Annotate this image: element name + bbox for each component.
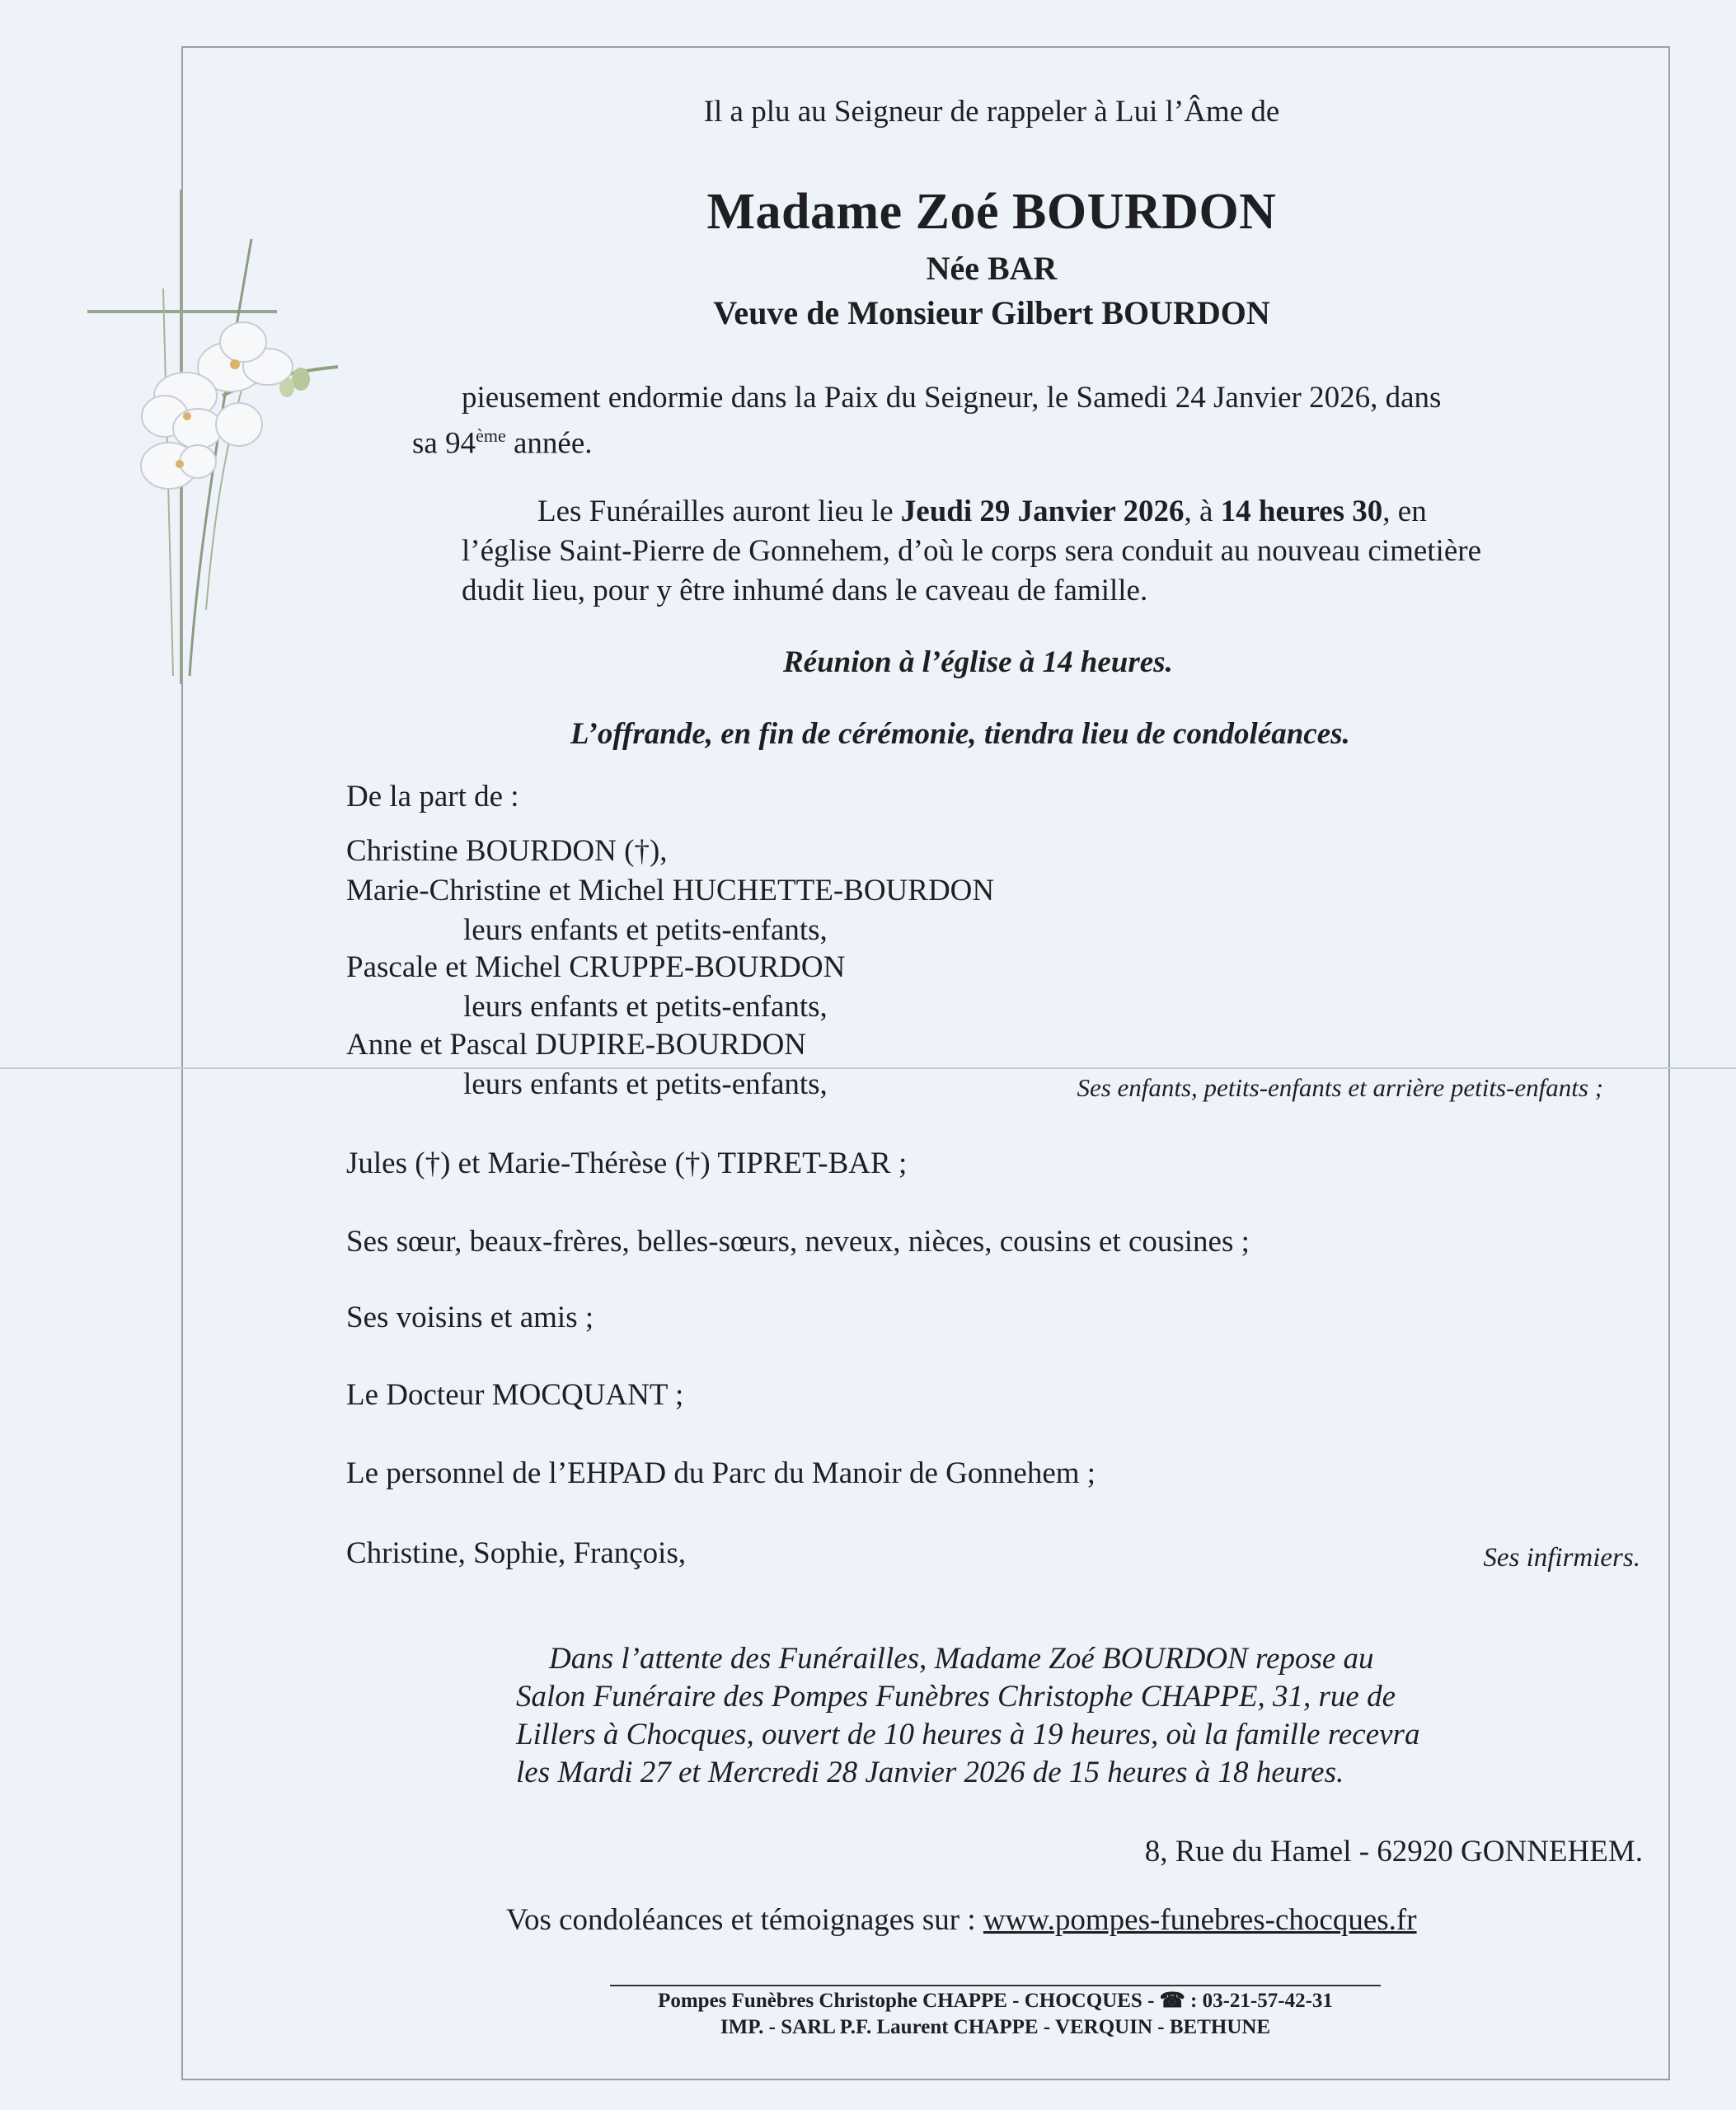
- children-caption: Ses enfants, petits-enfants et arrière petits-enfants ;: [1077, 1073, 1603, 1102]
- nurses-names: Christine, Sophie, François,: [346, 1536, 687, 1570]
- family-line: Le Docteur MOCQUANT ;: [346, 1378, 684, 1412]
- family-line: Le personnel de l’EHPAD du Parc du Manoir de Gonnehem ;: [346, 1456, 1096, 1490]
- birth-name: Née BAR: [926, 250, 1058, 287]
- from-label: De la part de :: [346, 780, 519, 814]
- family-line: Ses sœur, beaux-frères, belles-sœurs, neveux, nièces, cousins et cousines ;: [346, 1225, 1250, 1259]
- reunion-note: Réunion à l’église à 14 heures.: [783, 645, 1173, 679]
- child-line: leurs enfants et petits-enfants,: [463, 1067, 828, 1101]
- nurses-caption: Ses infirmiers.: [1483, 1543, 1640, 1573]
- wake-line: Dans l’attente des Funérailles, Madame Zoé BOURDON repose au: [549, 1642, 1374, 1676]
- deceased-name: Madame Zoé BOURDON: [706, 184, 1277, 240]
- child-line: Anne et Pascal DUPIRE-BOURDON: [346, 1028, 807, 1062]
- child-line: leurs enfants et petits-enfants,: [463, 913, 828, 947]
- cross-orchid-icon: [74, 181, 354, 692]
- death-age-prefix: sa 94: [412, 426, 476, 461]
- funeral-text-c: , à: [1184, 495, 1221, 528]
- child-line: leurs enfants et petits-enfants,: [463, 990, 828, 1024]
- offrande-note: L’offrande, en fin de cérémonie, tiendra lieu de condoléances.: [570, 717, 1350, 751]
- funeral-time: 14 heures 30: [1220, 495, 1383, 528]
- funeral-line-3: dudit lieu, pour y être inhumé dans le caveau de famille.: [462, 574, 1148, 607]
- fold-crease: [0, 1067, 1736, 1069]
- footer-line-2: IMP. - SARL P.F. Laurent CHAPPE - VERQUIN - BETHUNE: [720, 2016, 1271, 2038]
- intro-text: Il a plu au Seigneur de rappeler à Lui l’Âme de: [703, 95, 1280, 129]
- child-line: Christine BOURDON (†),: [346, 834, 668, 868]
- funeral-line-1: [537, 493, 1427, 531]
- funeral-date: Jeudi 29 Janvier 2026: [900, 495, 1185, 528]
- wake-line: les Mardi 27 et Mercredi 28 Janvier 2026 de 15 heures à 18 heures.: [516, 1756, 1344, 1789]
- death-age-suffix: année.: [505, 426, 593, 461]
- condolences-link[interactable]: www.pompes-funebres-chocques.fr: [983, 1903, 1417, 1937]
- widow-of: Veuve de Monsieur Gilbert BOURDON: [713, 294, 1270, 331]
- condolences-line: [506, 1901, 1417, 1939]
- child-line: Marie-Christine et Michel HUCHETTE-BOURDON: [346, 874, 995, 907]
- address: 8, Rue du Hamel - 62920 GONNEHEM.: [1144, 1835, 1643, 1869]
- family-line: Jules (†) et Marie-Thérèse (†) TIPRET-BAR ;: [346, 1146, 908, 1180]
- death-age-sup: ème: [476, 425, 506, 446]
- funeral-text-e: , en: [1382, 495, 1427, 528]
- wake-line: Salon Funéraire des Pompes Funèbres Christophe CHAPPE, 31, rue de: [516, 1680, 1396, 1714]
- death-line-2: [412, 417, 593, 462]
- funeral-text-a: Les Funérailles auront lieu le: [537, 495, 901, 528]
- condolences-label: Vos condoléances et témoignages sur :: [506, 1903, 983, 1937]
- funeral-line-2: l’église Saint-Pierre de Gonnehem, d’où le corps sera conduit au nouveau cimetière: [462, 534, 1482, 568]
- family-line: Ses voisins et amis ;: [346, 1301, 594, 1334]
- wake-line: Lillers à Chocques, ouvert de 10 heures à 19 heures, où la famille recevra: [516, 1718, 1420, 1751]
- death-line-1: pieusement endormie dans la Paix du Seigneur, le Samedi 24 Janvier 2026, dans: [462, 381, 1442, 415]
- child-line: Pascale et Michel CRUPPE-BOURDON: [346, 950, 846, 984]
- footer-rule: [610, 1985, 1381, 1986]
- footer-line-1: Pompes Funèbres Christophe CHAPPE - CHOCQUES - ☎ : 03-21-57-42-31: [658, 1990, 1333, 2012]
